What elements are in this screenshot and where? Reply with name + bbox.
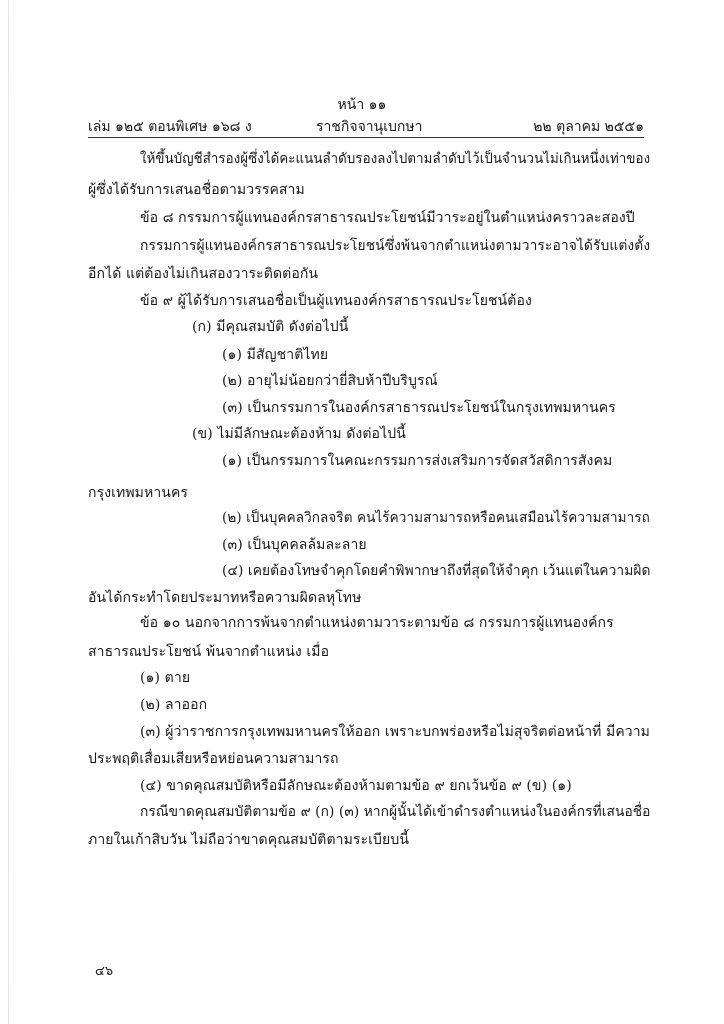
body-line: สาธารณประโยชน์ พ้นจากตำแหน่ง เมื่อ [88,644,330,660]
body-line: กรณีขาดคุณสมบัติตามข้อ ๙ (ก) (๓) หากผู้นั้นได้เข้าดำรงตำแหน่งในองค์กรที่เสนอชื่อ [140,804,651,820]
sub-item: (๓) ผู้ว่าราชการกรุงเทพมหานครให้ออก เพราะบกพร่องหรือไม่สุจริตต่อหน้าที่ มีความ [140,724,650,740]
body-line: กรุงเทพมหานคร [88,485,189,501]
body-line: ให้ขึ้นบัญชีสำรองผู้ซึ่งได้คะแนนลำดับรองลงไปตามลำดับไว้เป็นจำนวนไม่เกินหนึ่งเท่าของ [140,151,651,167]
header-rule [88,137,644,138]
body-line: ประพฤติเสื่อมเสียหรือหย่อนความสามารถ [88,751,339,767]
header-volume: เล่ม ๑๒๕ ตอนพิเศษ ๑๖๘ ง [88,119,252,135]
body-line: ผู้ซึ่งได้รับการเสนอชื่อตามวรรคสาม [88,182,305,198]
header-gazette-name: ราชกิจจานุเบกษา [316,119,423,135]
clause-10: ข้อ ๑๐ นอกจากการพ้นจากตำแหน่งตามวาระตามข้อ ๘ กรรมการผู้แทนองค์กร [140,615,614,631]
body-line: ภายในเก้าสิบวัน ไม่ถือว่าขาดคุณสมบัติตามระเบียบนี้ [88,832,409,848]
item-ka: (ก) มีคุณสมบัติ ดังต่อไปนี้ [192,319,349,335]
sub-item: (๑) ตาย [140,670,191,686]
body-line: กรรมการผู้แทนองค์กรสาธารณประโยชน์ซึ่งพ้นจากตำแหน่งตามวาระอาจได้รับแต่งตั้ง [140,238,651,254]
item-kho: (ข) ไม่มีลักษณะต้องห้าม ดังต่อไปนี้ [192,426,406,442]
sub-item: (๑) มีสัญชาติไทย [222,347,329,363]
sub-item: (๔) ขาดคุณสมบัติหรือมีลักษณะต้องห้ามตามข้อ ๙ ยกเว้นข้อ ๙ (ข) (๑) [140,778,572,794]
clause-9: ข้อ ๙ ผู้ได้รับการเสนอชื่อเป็นผู้แทนองค์กรสาธารณประโยชน์ต้อง [140,293,532,309]
clause-8: ข้อ ๘ กรรมการผู้แทนองค์กรสาธารณประโยชน์มีวาระอยู่ในตำแหน่งคราวละสองปี [140,210,635,226]
header-page-label: หน้า ๑๑ [337,97,387,113]
header-date: ๒๒ ตุลาคม ๒๕๕๑ [533,119,644,135]
scan-edge-line [8,0,9,1024]
sub-item: (๓) เป็นกรรมการในองค์กรสาธารณประโยชน์ในกรุงเทพมหานคร [222,400,616,416]
footer-page-number: ๔๖ [95,964,114,979]
sub-item: (๑) เป็นกรรมการในคณะกรรมการส่งเสริมการจัดสวัสดิการสังคม [222,453,613,469]
sub-item: (๓) เป็นบุคคลล้มละลาย [222,537,367,553]
sub-item: (๒) ลาออก [140,697,208,713]
sub-item: (๒) อายุไม่น้อยกว่ายี่สิบห้าปีบริบูรณ์ [222,373,438,389]
body-line: อีกได้ แต่ต้องไม่เกินสองวาระติดต่อกัน [88,266,319,282]
sub-item: (๔) เคยต้องโทษจำคุกโดยคำพิพากษาถึงที่สุดให้จำคุก เว้นแต่ในความผิด [222,563,651,579]
body-line: อันได้กระทำโดยประมาทหรือความผิดลหุโทษ [88,590,362,606]
sub-item: (๒) เป็นบุคคลวิกลจริต คนไร้ความสามารถหรือคนเสมือนไร้ความสามารถ [222,510,650,526]
